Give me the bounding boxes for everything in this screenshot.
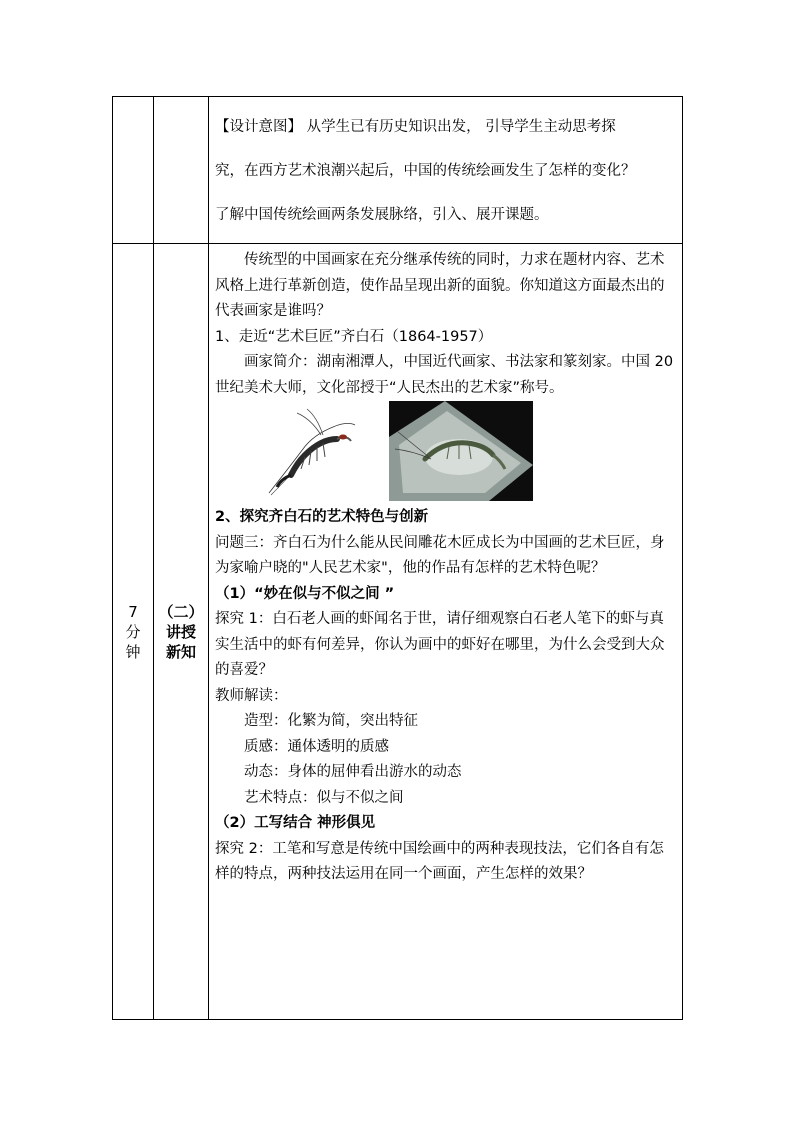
part-title-2: 新知 bbox=[165, 642, 196, 661]
design-intent-line3: 了解中国传统绘画两条发展脉络，引入、展开课题。 bbox=[215, 207, 549, 223]
point-motion: 动态：身体的屈伸看出游水的动态 bbox=[244, 764, 462, 780]
shrimp-images bbox=[215, 401, 676, 505]
teacher-explanation-label: 教师解读： bbox=[215, 687, 288, 704]
part-title-1: 讲授 bbox=[165, 622, 196, 641]
design-intent-tag: 【设计意图】 bbox=[215, 119, 302, 135]
time-unit-2: 钟 bbox=[125, 642, 141, 661]
table-row bbox=[113, 244, 683, 1020]
design-intent-cell bbox=[209, 97, 683, 244]
part-cell bbox=[154, 244, 209, 1020]
inquiry-1: 探究 1：白石老人画的虾闻名于世，请仔细观察白石老人笔下的虾与真实生活中的虾有何差异，你认为画中的虾好在哪里，为什么会受到大众的喜爱？ bbox=[215, 611, 665, 678]
point-art-feature: 艺术特点：似与不似之间 bbox=[244, 789, 404, 806]
intro-paragraph: 传统型的中国画家在充分继承传统的同时，力求在题材内容、艺术风格上进行革新创造，使作品呈现出新的面貌。你知道这方面最杰出的代表画家是谁吗？ bbox=[215, 252, 665, 319]
time-cell-empty bbox=[113, 97, 154, 244]
subsection-2-heading: （2）工写结合 神形俱见 bbox=[215, 815, 376, 831]
part-cell-empty bbox=[154, 97, 209, 244]
artist-bio: 画家简介：湖南湘潭人，中国近代画家、书法家和篆刻家。中国 20 世纪美术大师，文化部授于“人民杰出的艺术家”称号。 bbox=[215, 354, 674, 396]
real-shrimp-photo bbox=[389, 401, 533, 501]
question-3: 问题三：齐白石为什么能从民间雕花木匠成长为中国画的艺术巨匠，身为家喻户晓的"人民艺术家"，他的作品有怎样的艺术特色呢？ bbox=[215, 534, 665, 576]
inquiry-2: 探究 2：工笔和写意是传统中国绘画中的两种表现技法，它们各自有怎样的特点，两种技法运用在同一个画面，产生怎样的效果？ bbox=[215, 840, 664, 882]
shrimp-painting-image bbox=[251, 405, 363, 501]
time-number: 7 bbox=[128, 602, 138, 621]
design-intent-line1: 从学生已有历史知识出发， 引导学生主动思考探 bbox=[306, 119, 616, 135]
point-shape: 造型：化繁为简，突出特征 bbox=[244, 713, 418, 729]
time-cell bbox=[113, 244, 154, 1020]
part-number: （二） bbox=[158, 602, 204, 621]
content-cell bbox=[209, 244, 683, 1020]
section-2-heading: 2、探究齐白石的艺术特色与创新 bbox=[215, 509, 429, 525]
design-intent-line2: 究，在西方艺术浪潮兴起后，中国的传统绘画发生了怎样的变化？ bbox=[215, 163, 636, 179]
point-texture: 质感：通体透明的质感 bbox=[244, 738, 389, 755]
lesson-plan-table bbox=[112, 96, 683, 1020]
subsection-1-heading: （1）“妙在似与不似之间 ” bbox=[215, 585, 395, 602]
section-1-heading: 1、走近“艺术巨匠”齐白石（1864-1957） bbox=[215, 328, 493, 345]
time-unit-1: 分 bbox=[125, 622, 141, 641]
table-row bbox=[113, 97, 683, 244]
